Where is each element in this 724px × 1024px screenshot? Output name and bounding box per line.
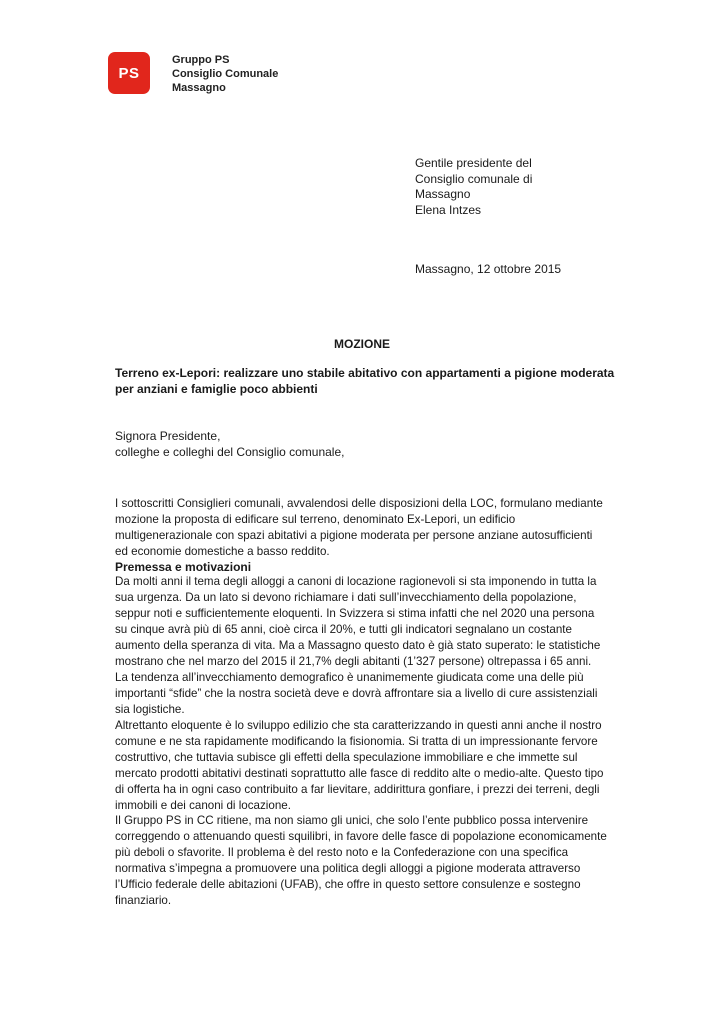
sender-block: [172, 53, 278, 95]
paragraph-1: Da molti anni il tema degli alloggi a canoni di locazione ragionevoli si sta imponendo in tutta la sua urgenza. Da un lato si devono richiamare i dati sull’invecchiamento della popolazione, seppur noti e sufficientemente eloquenti. In Svizzera si stima infatti che nel 2020 una persona su cinque avrà più di 65 anni, cioè circa il 20%, e tutti gli indicatori segnalano un costante aumento della speranza di vita. Ma a Massagno questo dato è già stato superato: le statistiche mostrano che nel marzo del 2015 il 21,7% degli abitanti (1’327 persone) oltrepassa i 65 anni. La tendenza all’invecchiamento demografico è unanimemente giudicata come una delle più importanti “sfide” che la nostra società deve e dovrà affrontare sia a livello di cure assistenziali sia logistiche.: [115, 575, 601, 716]
recipient-block: [415, 156, 532, 218]
salutation: [115, 428, 344, 460]
subject-line: Terreno ex-Lepori: realizzare uno stabile abitativo con appartamenti a pigione moderata per anziani e famiglie poco abbienti: [115, 366, 615, 396]
recipient-line-3: Massagno: [415, 187, 471, 201]
sender-line-council: Consiglio Comunale: [172, 68, 279, 80]
ps-logo: [108, 52, 150, 94]
salutation-line-2: colleghe e colleghi del Consiglio comunale,: [115, 445, 345, 459]
logo-text: PS: [118, 64, 140, 82]
paragraph-2: Altrettanto eloquente è lo sviluppo edilizio che sta caratterizzando in questi anni anche il nostro comune e ne sta rapidamente modificando la fisionomia. Si tratta di un impressionante fervore costruttivo, che tuttavia subisce gli effetti della speculazione immobiliare e che immette sul mercato prodotti abitativi destinati soprattutto alle fasce di reddito alte o medio-alte. Questo tipo di offerta ha in ogni caso contribuito a far lievitare, addirittura gonfiare, i prezzi dei terreni, degli immobili e dei canoni di locazione.: [115, 719, 604, 812]
section-heading: Premessa e motivazioni: [115, 560, 252, 574]
recipient-line-4: Elena Intzes: [415, 202, 482, 217]
paragraph-3: Il Gruppo PS in CC ritiene, ma non siamo gli unici, che solo l’ente pubblico possa intervenire correggendo o attenuando questi squilibri, in favore delle fasce di popolazione economicamente più deboli o sfavorite. Il problema è del resto noto e la Confederazione con una specifica normativa s’impegna a promuovere una politica degli alloggi a pigione moderata attraverso l’Ufficio federale delle abitazioni (UFAB), che offre in questo settore consulenze e sostegno finanziario.: [115, 814, 607, 907]
salutation-line-1: Signora Presidente,: [115, 429, 221, 443]
sender-line-town: Massagno: [172, 82, 226, 94]
recipient-line-2: Consiglio comunale di: [415, 171, 533, 186]
document-title: MOZIONE: [334, 337, 390, 351]
letter-date: Massagno, 12 ottobre 2015: [415, 262, 562, 276]
sender-line-group: Gruppo PS: [172, 54, 230, 66]
motivation-text: [115, 574, 607, 814]
recipient-line-1: Gentile presidente del: [415, 156, 532, 170]
intro-paragraph: I sottoscritti Consiglieri comunali, avvalendosi delle disposizioni della LOC, formulano mediante mozione la proposta di edificare sul terreno, denominato Ex-Lepori, un edificio multigenerazionale con spazi abitativi a pigione moderata per persone anziane autosufficienti ed economie domestiche a basso reddito.: [115, 497, 603, 558]
